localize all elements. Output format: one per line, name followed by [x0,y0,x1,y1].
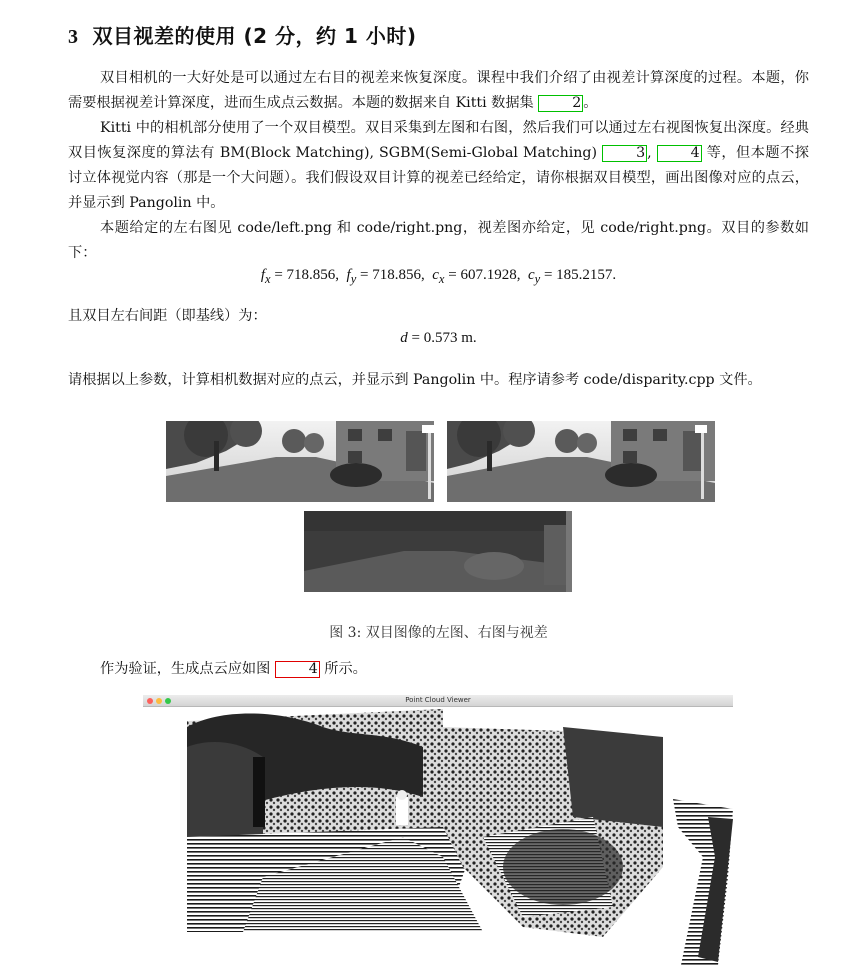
point-cloud-viewer-window [143,695,733,967]
disparity-image [304,511,572,592]
paragraph-intro [68,66,809,116]
paragraph-text: 等，但本题不探讨立体视觉内容（那是一个大问题）。我们假设双目计算的视差已经给定，请你根据双目模型，画出图像对应的点云，并显示到 Pangolin 中。 [68,145,809,211]
equation-intrinsics: $f_x = 718.856$, $f_y = 718.856$, $c_x = 607.1928$, $c_y = 185.2157$. [260,267,617,286]
window-title: Point Cloud Viewer [405,696,471,704]
paragraph-block-3 [68,368,809,393]
paragraph-block-1 [68,66,809,266]
paragraph-block-4 [68,657,809,682]
citation-link-2[interactable]: 2 [538,95,583,112]
paragraph-text: 所示。 [319,661,367,677]
section-title: 双目视差的使用 (2 分，约 1 小时) [92,24,417,48]
section-heading [68,20,416,49]
paragraph-text: Kitti 中的相机部分使用了一个双目模型。双目采集到左图和右图，然后我们可以通过左右视图恢复出深度。经典双目恢复深度的算法有 BM(Block Matching), SGBM(Semi-Global Matching) [68,120,809,161]
citation-link-4[interactable]: 4 [657,145,702,162]
figure3-caption: 图 3: 双目图像的左图、右图与视差 [329,625,548,641]
paragraph-text: 。 [583,95,598,111]
window-titlebar[interactable] [143,695,733,707]
paragraph-kitti [68,116,809,216]
point-cloud-canvas[interactable] [143,707,733,967]
paragraph-verification [68,657,809,682]
left-image [166,421,434,502]
paragraph-params: 本题给定的左右图见 code/left.png 和 code/right.png，视差图亦给定，见 code/right.png。双目的参数如下： [68,220,809,261]
baseline-value: 0.573 [423,330,458,346]
equation-baseline: d = 0.573 m. [400,330,477,346]
citation-separator: , [647,145,657,161]
paragraph-instructions: 请根据以上参数，计算相机数据对应的点云，并显示到 Pangolin 中。程序请参考 code/disparity.cpp 文件。 [68,372,762,388]
citation-link-3[interactable]: 3 [602,145,647,162]
fy-value: 718.856 [372,267,421,283]
paragraph-baseline: 且双目左右间距（即基线）为： [68,308,267,324]
paragraph-text: 作为验证，生成点云应如图 [100,661,275,677]
right-image [447,421,715,502]
paragraph-block-2 [68,304,809,329]
fx-value: 718.856 [286,267,336,283]
paragraph-text: 双目相机的一大好处是可以通过左右目的视差来恢复深度。课程中我们介绍了由视差计算深度的过程。本题，你需要根据视差计算深度，进而生成点云数据。本题的数据来自 Kitti 数据集 [68,70,809,111]
section-number: 3 [68,26,79,48]
cx-value: 607.1928 [460,267,517,283]
figure-link-4[interactable]: 4 [275,661,320,678]
cy-value: 185.2157 [556,267,613,283]
